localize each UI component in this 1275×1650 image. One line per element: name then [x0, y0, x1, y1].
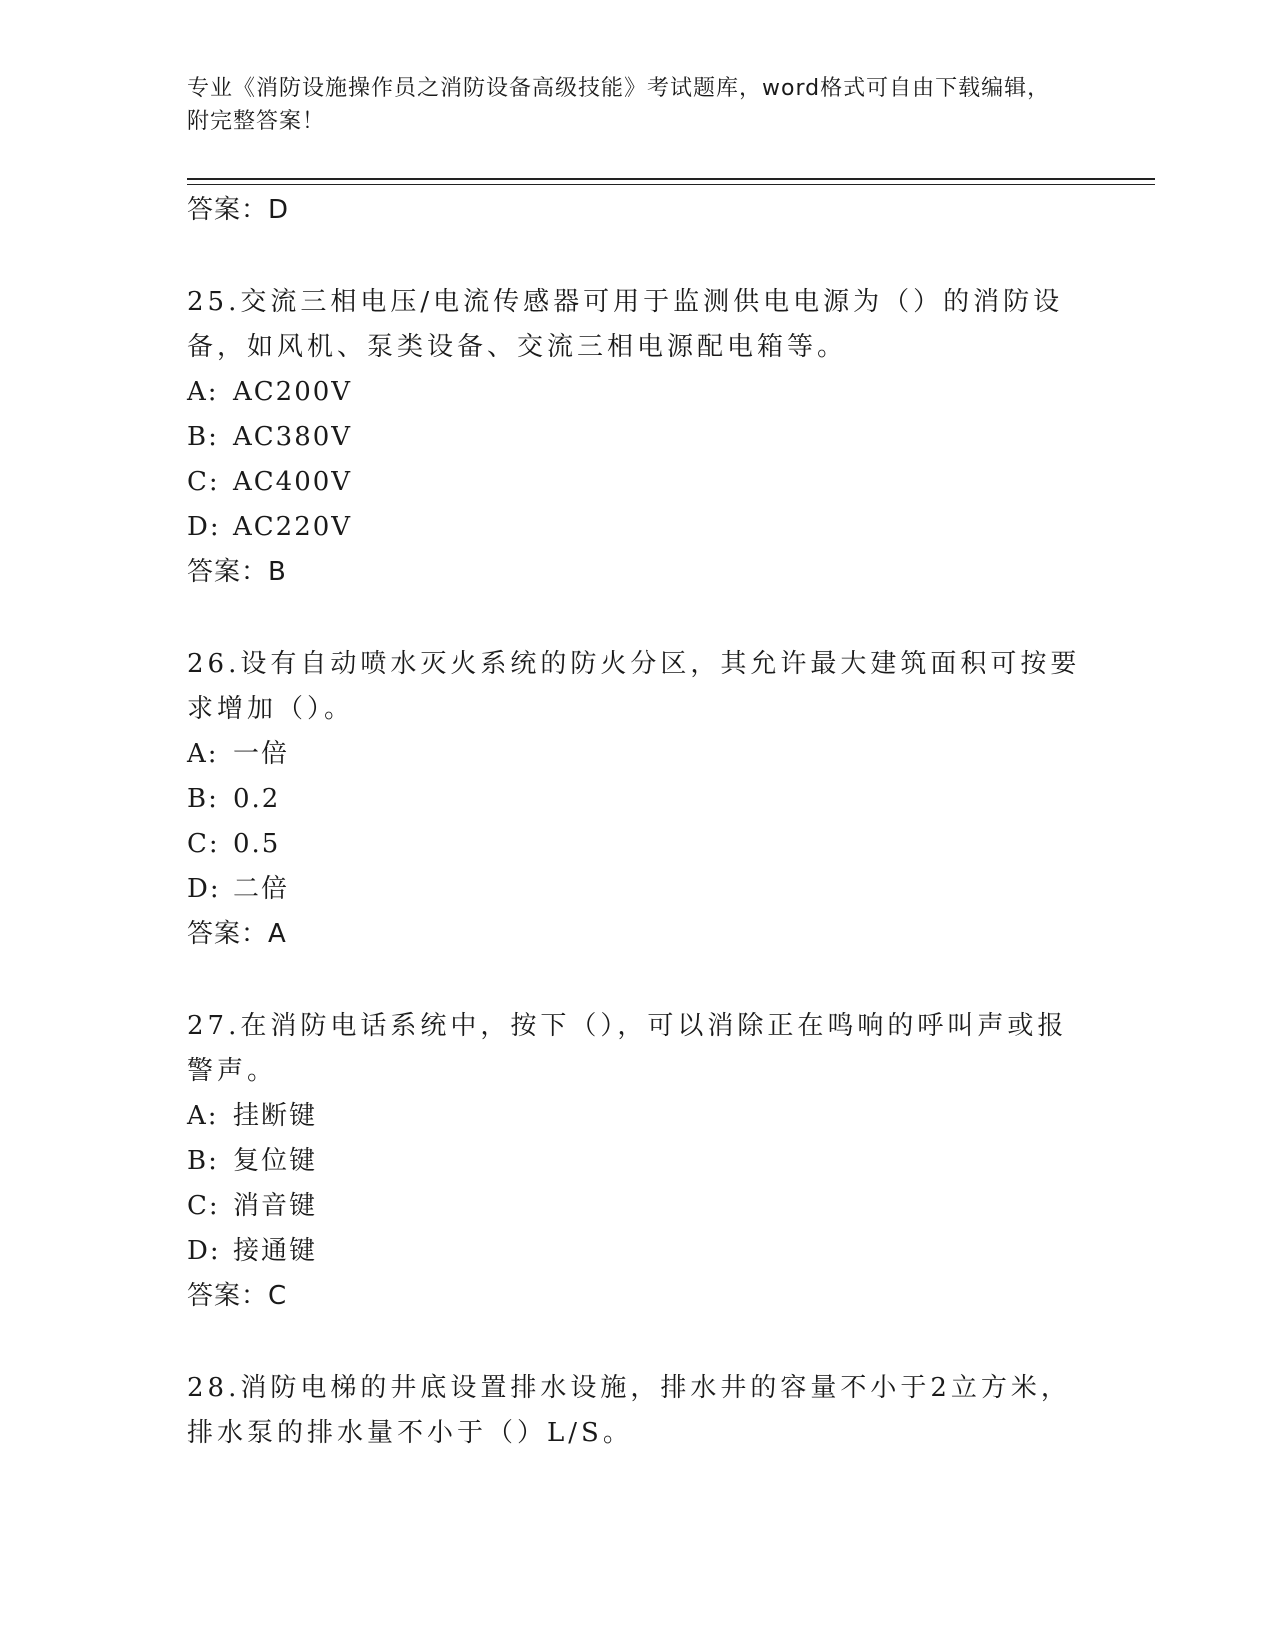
question-27 [187, 1004, 1087, 1319]
answer-line: 答案：C [187, 1281, 288, 1311]
option-text: 挂断键 [233, 1101, 318, 1131]
option-key: A: [187, 1101, 219, 1131]
option-d [187, 1229, 1087, 1274]
question-stem: 27.在消防电话系统中，按下（），可以消除正在鸣响的呼叫声或报警声。 [187, 1011, 1068, 1086]
option-text: 二倍 [233, 874, 290, 904]
question-list [187, 188, 1087, 1456]
option-c [187, 1184, 1087, 1229]
option-a [187, 732, 1087, 777]
answer-line: 答案：A [187, 919, 287, 949]
option-key: B: [187, 1146, 219, 1176]
option-text: AC380V [233, 422, 353, 452]
question-25 [187, 280, 1087, 595]
option-key: B: [187, 784, 219, 814]
option-key: C: [187, 829, 220, 859]
option-text: AC200V [233, 377, 353, 407]
option-key: A: [187, 377, 219, 407]
option-text: 0.2 [233, 784, 281, 814]
answer-line: 答案：B [187, 557, 287, 587]
option-text: AC220V [233, 512, 353, 542]
question-28 [187, 1366, 1087, 1456]
header-rule-thick [187, 178, 1155, 180]
question-stem: 28.消防电梯的井底设置排水设施，排水井的容量不小于2立方米，排水泵的排水量不小于（）L/S。 [187, 1373, 1071, 1448]
option-key: C: [187, 467, 220, 497]
question-26 [187, 642, 1087, 957]
header-rule-thin [187, 184, 1155, 185]
answer-line: 答案：D [187, 195, 290, 225]
option-key: D: [187, 512, 221, 542]
option-c [187, 460, 1087, 505]
question-stem: 26.设有自动喷水灭火系统的防火分区，其允许最大建筑面积可按要求增加（）。 [187, 649, 1081, 724]
option-d [187, 505, 1087, 550]
option-key: C: [187, 1191, 220, 1221]
option-text: AC400V [233, 467, 353, 497]
option-text: 一倍 [233, 739, 290, 769]
question-stem: 25.交流三相电压/电流传感器可用于监测供电电源为（）的消防设备，如风机、泵类设备、交流三相电源配电箱等。 [187, 287, 1064, 362]
option-b [187, 777, 1087, 822]
option-key: D: [187, 874, 221, 904]
option-a [187, 370, 1087, 415]
option-text: 复位键 [233, 1146, 318, 1176]
option-text: 0.5 [233, 829, 281, 859]
option-text: 接通键 [233, 1236, 318, 1266]
option-text: 消音键 [233, 1191, 318, 1221]
option-d [187, 867, 1087, 912]
option-b [187, 1139, 1087, 1184]
option-key: B: [187, 422, 219, 452]
option-key: D: [187, 1236, 221, 1266]
option-b [187, 415, 1087, 460]
option-a [187, 1094, 1087, 1139]
option-key: A: [187, 739, 219, 769]
document-header: 专业《消防设施操作员之消防设备高级技能》考试题库，word格式可自由下载编辑，附完整答案！ [187, 76, 1051, 134]
option-c [187, 822, 1087, 867]
